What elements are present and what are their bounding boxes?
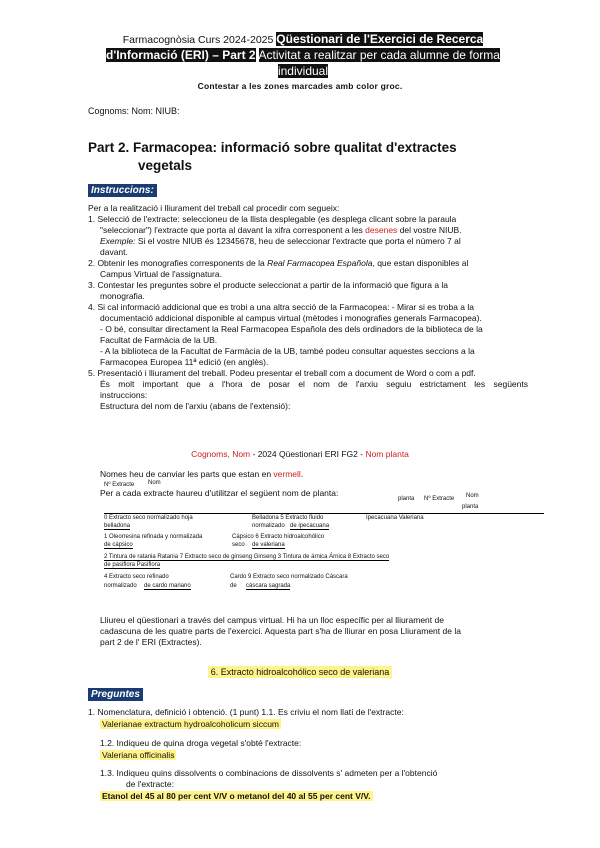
student-fields: Cognoms: Nom: NIUB:	[88, 106, 180, 116]
delivery-note	[100, 615, 530, 648]
row1-e: de valeriana	[252, 542, 285, 548]
extract-table	[104, 482, 544, 602]
row4-d: Cardo 9 Extracto seco normalizado Cáscara	[230, 574, 348, 580]
instruction-3: 3. Contestar les preguntes sobre el producte seleccionat a partir de la informació que figura a la	[88, 280, 449, 290]
row2-b: de pasiflora Pasiflora	[104, 562, 161, 568]
instruction-note: Contestar a les zones marcades amb color groc.	[197, 81, 403, 91]
document-header	[88, 32, 518, 80]
instruction-1-red: desenes	[365, 225, 398, 235]
row4-b: normalizado	[104, 583, 137, 589]
instruction-2-ital: Real Farmacopea Española	[267, 258, 373, 268]
selected-extract-wrap	[0, 662, 600, 680]
title-line-2: d'Informació (ERI) – Part 2	[106, 48, 256, 62]
selected-extract[interactable]: 6. Extracto hidroalcohólico seco de valeriana	[208, 666, 393, 678]
example-label: Exemple:	[100, 236, 136, 246]
row0-e: de ipecacuana	[290, 523, 330, 529]
instruction-5b: És molt important que a l'hora de posar el nom de l'arxiu seguiu estrictament les següents	[100, 379, 528, 389]
row0-d: normalizado	[252, 523, 285, 529]
table-header-num: Nº Extracte	[104, 482, 135, 488]
row4-f: cáscara sagrada	[246, 583, 291, 589]
instruction-1-cont	[88, 225, 528, 236]
row0-a: 0 Extracto seco normalizado hoja	[104, 515, 193, 521]
answer-1-2[interactable]: Valeriana officinalis	[102, 750, 175, 760]
row1-d: seco	[232, 542, 245, 548]
answer-1-1[interactable]: Valerianae extractum hydroalcoholicum siccum	[102, 719, 280, 729]
question-1-3-line-2: de l'extracte:	[126, 779, 174, 789]
instruction-4e: - A la biblioteca de la Facultat de Farmàcia de la UB, també podeu consultar aquestes seccions a la	[100, 346, 475, 356]
table-header-plant: planta	[398, 496, 415, 502]
change-note	[100, 469, 303, 479]
filename-red-2: Nom planta	[365, 449, 409, 459]
instruction-1-example	[88, 236, 528, 247]
instruction-4: 4. Si cal informació addicional que es trobi a una altra secció de la Farmacopea: - Mirar si es troba a la	[88, 302, 474, 312]
filename-red-1: Cognoms, Nom	[191, 449, 251, 459]
answer-1-3[interactable]: Etanol del 45 al 80 per cent V/V o metanol del 40 al 55 per cent V/V.	[102, 791, 371, 801]
part-title-line-2: vegetals	[138, 158, 193, 173]
instruction-5: 5. Presentació i lliurament del treball. Podeu presentar el treball com a document de Word o com a pdf.	[88, 368, 476, 378]
table-header-name: Nom	[148, 480, 161, 486]
instructions-intro: Per a la realització i lliurament del treball cal procedir com segueix:	[88, 203, 340, 213]
plant-name-note: Per a cada extracte haureu d'utilitzar el següent nom de planta:	[100, 488, 339, 498]
instruction-4f: Farmacopea Europea 11ª edició (en anglès).	[100, 357, 269, 367]
delivery-line-2: cadascuna de les quatre parts de l'exercici. Aquesta part s'ha de lliurar en posa Lliurament de la	[100, 626, 461, 636]
row0-f: Ipecacuana Valeriana	[366, 515, 424, 521]
instructions-heading: Instruccions:	[88, 184, 157, 197]
subtitle-line-1: Activitat a realitzar per cada alumne de forma	[258, 48, 500, 62]
questions-heading: Preguntes	[88, 688, 143, 701]
course-label: Farmacognòsia Curs 2024-2025	[122, 34, 274, 46]
row4-a: 4 Extracto seco refinado	[104, 574, 169, 580]
row4-e: de	[230, 583, 237, 589]
table-header-plant-2: planta	[462, 504, 479, 510]
question-1-2: 1.2. Indiqueu de quina droga vegetal s'obté l'extracte:	[100, 738, 302, 748]
instruction-2a-end: , que estan disponibles al	[372, 258, 469, 268]
instruction-1b-end: del vostre NIUB.	[399, 225, 462, 235]
instructions-list	[88, 214, 528, 412]
title-line-1: Qüestionari de l'Exercici de Recerca	[276, 32, 484, 46]
filename-mid: - 2024 Qüestionari ERI FG2 -	[250, 449, 366, 459]
instruction-4c: - O bé, consultar directament la Real Farmacopea Española des dels ordinadors de la biblioteca de la	[100, 324, 483, 334]
subtitle-line-2: individual	[277, 64, 329, 78]
delivery-line-1: Lliureu el qüestionari a través del campus virtual. Hi ha un lloc específic per al lliurament de	[100, 615, 444, 625]
table-header-name-2: Nom	[466, 493, 479, 499]
change-red: vermell	[273, 469, 301, 479]
row2: 2 Tintura de ratania Ratania 7 Extracto seco de ginseng Ginseng 3 Tintura de árnica Árnica 8 Extracto seco	[104, 554, 390, 560]
change-text: Nomes heu de canviar les parts que estan en	[100, 469, 272, 479]
row0-c: Belladona 5 Extracto fluido	[252, 515, 324, 521]
filename-pattern	[0, 449, 600, 459]
table-rule	[104, 513, 544, 514]
instruction-1b: "seleccionar") l'extracte que porta al davant la xifra corresponent a les	[100, 225, 363, 235]
instruction-2a: 2. Obtenir les monografies corresponents de la	[88, 258, 265, 268]
table-header-num-2: Nº Extracte	[424, 496, 455, 502]
question-1-3-line-1: 1.3. Indiqueu quins dissolvents o combinacions de dissolvents s' admeten per a l'obtenció	[100, 768, 438, 778]
instruction-5c: instruccions:	[100, 390, 148, 400]
instruction-3b: monografia.	[100, 291, 145, 301]
row1-b: de cápsico	[104, 542, 133, 548]
instruction-2b: Campus Virtual de l'assignatura.	[100, 269, 222, 279]
row0-b: belladona	[104, 523, 131, 529]
instruction-5d: Estructura del nom de l'arxiu (abans de l'extensió):	[100, 401, 291, 411]
change-end: .	[300, 469, 304, 479]
instruction-2	[88, 258, 528, 269]
delivery-line-3: part 2 de l' ERI (Extractes).	[100, 637, 202, 647]
instruction-4d: Facultat de Farmàcia de la UB.	[100, 335, 218, 345]
instruction-1d: davant.	[100, 247, 128, 257]
question-1: 1. Nomenclatura, definició i obtenció. (1 punt) 1.1. Es criviu el nom llatí de l'extracte:	[88, 707, 404, 717]
part-title-line-1: Part 2. Farmacopea: informació sobre qualitat d'extractes	[88, 140, 457, 155]
row1-a: 1 Oleorresina refinada y normalizada	[104, 534, 203, 540]
row4-c: de cardo mariano	[144, 583, 191, 589]
instruction-4b: documentació addicional disponible al campus virtual (mètodes i monografies generals Farmacopea).	[100, 313, 482, 323]
example-text: Si el vostre NIUB és 12345678, heu de seleccionar l'extracte que porta el número 7 al	[137, 236, 461, 246]
instruction-1: 1. Selecció de l'extracte: seleccioneu de la llista desplegable (es desplega clicant sobre la paraula	[88, 214, 457, 224]
row1-c: Cápsico 6 Extracto hidroalcohólico	[232, 534, 325, 540]
